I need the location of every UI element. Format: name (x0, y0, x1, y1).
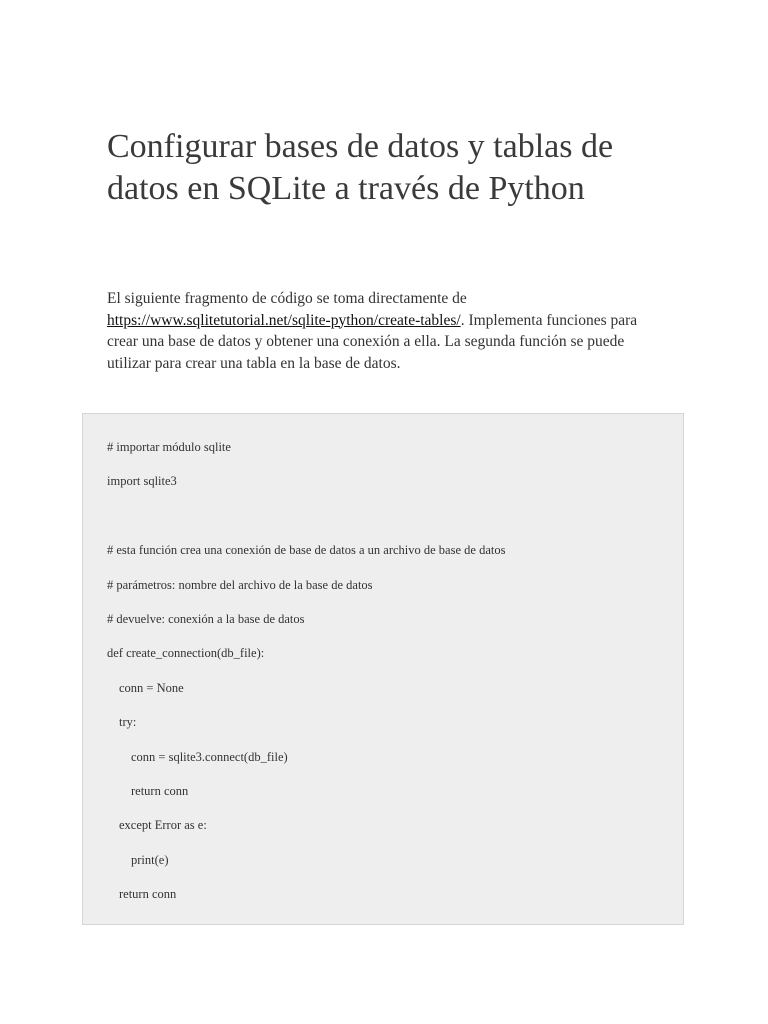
code-line: try: (119, 715, 137, 730)
code-lines (107, 438, 505, 919)
code-block (82, 413, 684, 925)
code-line: return conn (131, 783, 189, 798)
code-line: return conn (119, 887, 177, 902)
code-line: # parámetros: nombre del archivo de la base de datos (107, 577, 373, 592)
code-line (107, 507, 505, 541)
code-line: # esta función crea una conexión de base de datos a un archivo de base de datos (107, 543, 506, 558)
intro-text-before-link: El siguiente fragmento de código se toma directamente de (107, 290, 467, 307)
code-line: print(e) (131, 852, 169, 867)
code-line: # devuelve: conexión a la base de datos (107, 611, 305, 626)
intro-text-after-link: . Implementa funciones para crear una base de datos y obtener una conexión a ella. La segunda función se puede utilizar para crear una tabla en la base de datos. (107, 311, 638, 372)
code-line: # importar módulo sqlite (107, 440, 231, 454)
code-line: except Error as e: (119, 818, 207, 833)
intro-paragraph (107, 288, 667, 374)
page-title: Configurar bases de datos y tablas de datos en SQLite a través de Python (107, 128, 614, 207)
code-line: import sqlite3 (107, 474, 177, 489)
code-line: conn = sqlite3.connect(db_file) (131, 749, 288, 764)
code-line: def create_connection(db_file): (107, 646, 265, 661)
sqlitetutorial-link[interactable]: https://www.sqlitetutorial.net/sqlite-python/create-tables/ (107, 311, 461, 329)
code-line: conn = None (119, 680, 184, 695)
